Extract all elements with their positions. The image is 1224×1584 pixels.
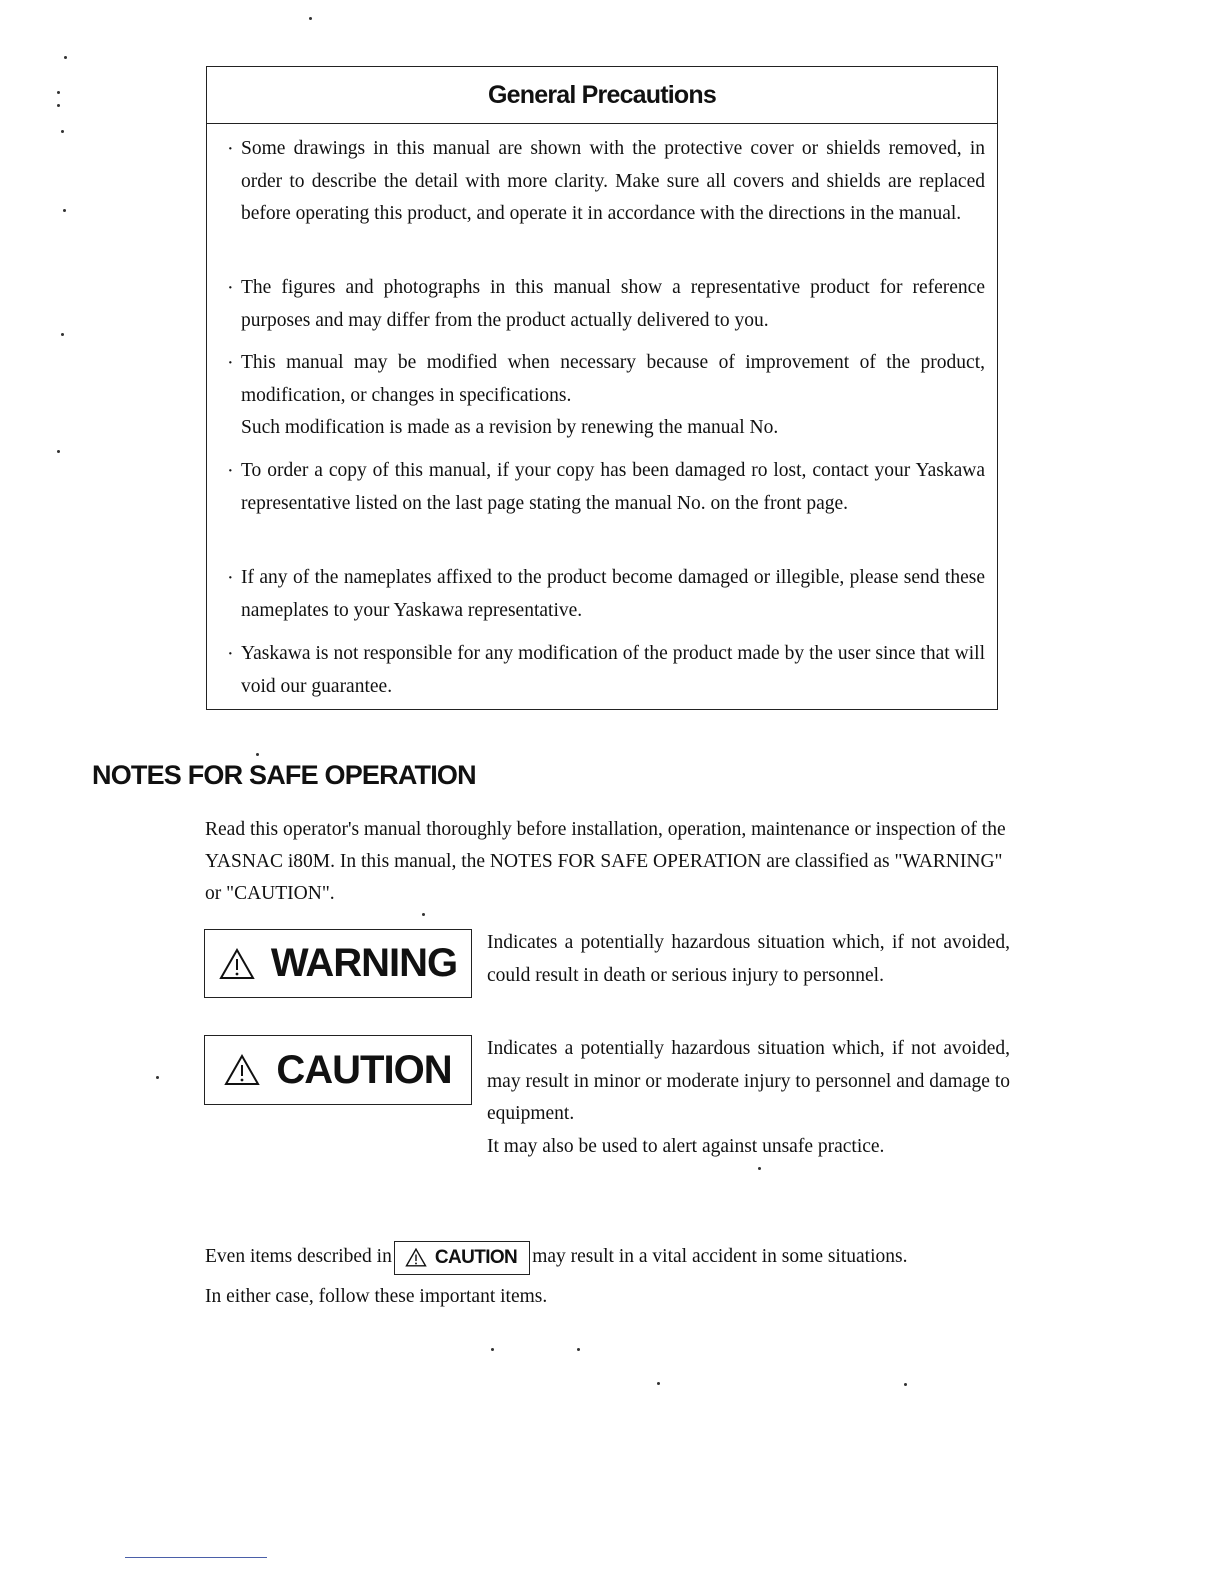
notes-heading: NOTES FOR SAFE OPERATION [92,760,476,790]
list-item [227,638,985,703]
scan-speck [64,56,67,59]
precaution-text: The figures and photographs in this manual show a representative product for reference purposes and may differ from the product actually delivered to you. [241,277,985,331]
follow-items-text: In either case, follow these important items. [205,1286,548,1307]
list-item [227,455,985,520]
list-item [227,133,985,231]
inline-caution-label [394,1241,530,1275]
bullet: · [227,277,234,299]
scan-speck [422,913,425,916]
bullet: · [227,138,234,160]
scan-speck [577,1348,580,1351]
caution-description [487,1033,1010,1163]
scan-speck [657,1382,660,1385]
precaution-text: This manual may be modified when necessary because of improvement of the product, modification, or changes in specifications. Such modification is made as a revision by renewing the manual No. [241,352,985,438]
bullet: · [227,567,234,589]
bullet: · [227,460,234,482]
scan-speck [156,1076,159,1079]
bullet: · [227,352,234,374]
list-item [227,562,985,627]
general-precautions-box [206,66,998,710]
precaution-text: If any of the nameplates affixed to the product become damaged or illegible, please send these nameplates to your Yaskawa representative. [241,567,985,621]
scan-speck [63,209,66,212]
warning-triangle-icon [219,948,255,980]
precaution-text: To order a copy of this manual, if your copy has been damaged ro lost, contact your Yaskawa representative listed on the last page stating the manual No. on the front page. [241,460,985,514]
warning-label-box [204,929,472,998]
inline-caution-text: CAUTION [434,1246,518,1268]
warning-label: WARNING [270,941,458,985]
precaution-text: Some drawings in this manual are shown with the protective cover or shields removed, in order to describe the detail with more clarity. Make sure all covers and shields are replaced before operating this product, and operate it in accordance with the directions in the manual. [241,138,985,224]
scan-speck [491,1348,494,1351]
scan-speck [256,753,259,756]
scan-speck [309,17,312,20]
caution-label: CAUTION [276,1047,452,1092]
warning-description: Indicates a potentially hazardous situation which, if not avoided, could result in death or serious injury to personnel. [487,932,1010,986]
scan-speck [758,1167,761,1170]
list-item [227,272,985,337]
vital-text-after: may result in a vital accident in some situations. [532,1246,908,1267]
intro-paragraph: Read this operator's manual thoroughly before installation, operation, maintenance or inspection of the YASNAC i80M. In this manual, the NOTES FOR SAFE OPERATION are classified as "WARNING" or "CAUTION". [205,819,1006,904]
scan-speck [57,450,60,453]
scan-speck [61,333,64,336]
precaution-text: Yaskawa is not responsible for any modification of the product made by the user since that will void our guarantee. [241,643,985,697]
caution-description-line: It may also be used to alert against unsafe practice. [487,1135,885,1157]
list-item [227,347,985,445]
caution-label-box [204,1035,472,1105]
warning-triangle-icon [405,1248,427,1267]
scan-speck [904,1383,907,1386]
bullet: · [227,643,234,665]
vital-text-before: Even items described in [205,1246,392,1267]
caution-description-line: Indicates a potentially hazardous situation which, if not avoided, may result in minor or moderate injury to personnel and damage to equipment. [487,1038,1010,1124]
warning-triangle-icon [224,1054,260,1086]
scan-speck [57,91,60,94]
footer-rule [125,1557,267,1558]
vital-accident-note [205,1237,1020,1277]
general-precautions-title: General Precautions [207,67,997,124]
scan-speck [61,130,64,133]
scan-speck [57,104,60,107]
